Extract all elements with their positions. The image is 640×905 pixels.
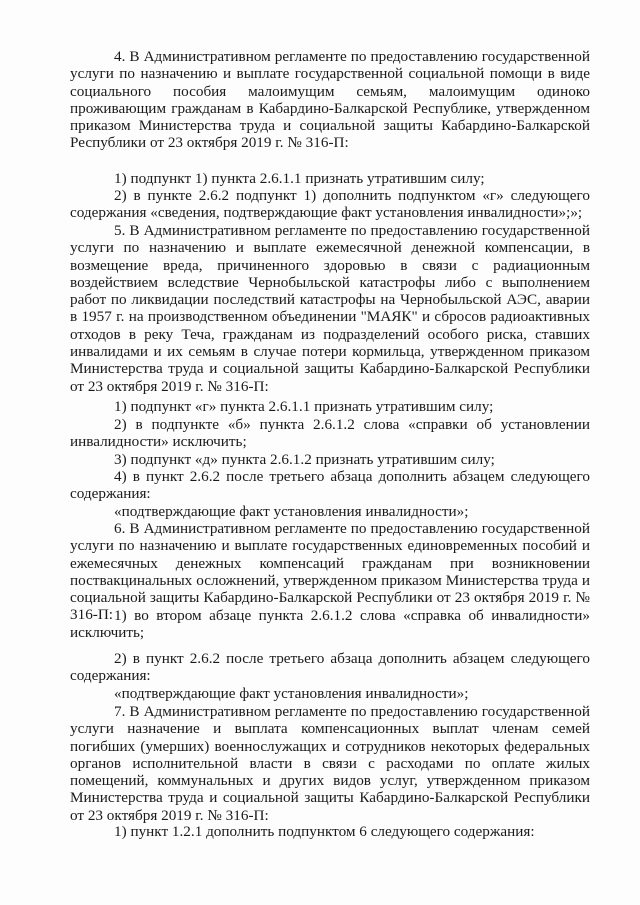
- paragraph-item-4-2: 2) в пункте 2.6.2 подпункт 1) дополнить подпунктом «г» следующего содержания «сведения, подтверждающие факт установления инвалидности»;»;: [70, 187, 590, 222]
- paragraph-item-5-1: 1) подпункт «г» пункта 2.6.1.1 признать утратившим силу;: [114, 398, 494, 415]
- paragraph-quote-6: «подтверждающие факт установления инвалидности»;: [114, 685, 469, 702]
- paragraph-item-5-2: 2) в подпункте «б» пункта 2.6.1.2 слова «справки об установлении инвалидности» исключить;: [70, 416, 590, 451]
- paragraph-item-6-2: 2) в пункт 2.6.2 после третьего абзаца дополнить абзацем следующего содержания:: [70, 650, 590, 685]
- paragraph-item-7: 7. В Административном регламенте по предоставлению государственной услуги назначение и выплата компенсационных выплат членам семей погибших (умерших) военнослужащих и сотрудников некоторых федеральных органов исполнительной власти в связи с расходами по оплате жилых помещений, коммунальных и других видов услуг, утвержденном приказом Министерства труда и социальной защиты Кабардино-Балкарской Республики от 23 октября 2019 г. № 316-П:: [70, 703, 590, 824]
- paragraph-item-6-1: 1) во втором абзаце пункта 2.6.1.2 слова «справка об инвалидности» исключить;: [70, 607, 590, 642]
- paragraph-quote-5: «подтверждающие факт установления инвалидности»;: [114, 503, 469, 520]
- paragraph-item-5-3: 3) подпункт «д» пункта 2.6.1.2 признать утратившим силу;: [114, 451, 495, 468]
- paragraph-item-5: 5. В Административном регламенте по предоставлению государственной услуги по назначению и выплате ежемесячной денежной компенсации, в возмещение вреда, причиненного здоровью в связи с радиационным воздействием вследствие Чернобыльской катастрофы либо с выполнением работ по ликвидации последствий катастрофы на Чернобыльской АЭС, аварии в 1957 г. на производственном объединении "МАЯК" и сбросов радиоактивных отходов в реку Теча, гражданам из подразделений особого риска, ставших инвалидами и их семьям в случае потери кормильца, утвержденном приказом Министерства труда и социальной защиты Кабардино-Балкарской Республики от 23 октября 2019 г. № 316-П:: [70, 222, 590, 395]
- paragraph-item-5-4: 4) в пункт 2.6.2 после третьего абзаца дополнить абзацем следующего содержания:: [70, 468, 590, 503]
- paragraph-item-4-1: 1) подпункт 1) пункта 2.6.1.1 признать утратившим силу;: [114, 170, 485, 187]
- paragraph-item-6: 6. В Административном регламенте по предоставлению государственной услуги по назначению и выплате государственных единовременных пособий и ежемесячных денежных компенсаций гражданам при возникновении поствакцинальных осложнений, утвержденном приказом Министерства труда и социальной защиты Кабардино-Балкарской Республики от 23 октября 2019 г. № 316-П:: [70, 520, 590, 624]
- paragraph-item-4: 4. В Административном регламенте по предоставлению государственной услуги по назначению и выплате государственной социальной помощи в виде социального пособия малоимущим семьям, малоимущим одиноко проживающим гражданам в Кабардино-Балкарской Республике, утвержденном приказом Министерства труда и социальной защиты Кабардино-Балкарской Республики от 23 октября 2019 г. № 316-П:: [70, 48, 590, 152]
- paragraph-item-7-1: 1) пункт 1.2.1 дополнить подпунктом 6 следующего содержания:: [114, 823, 535, 840]
